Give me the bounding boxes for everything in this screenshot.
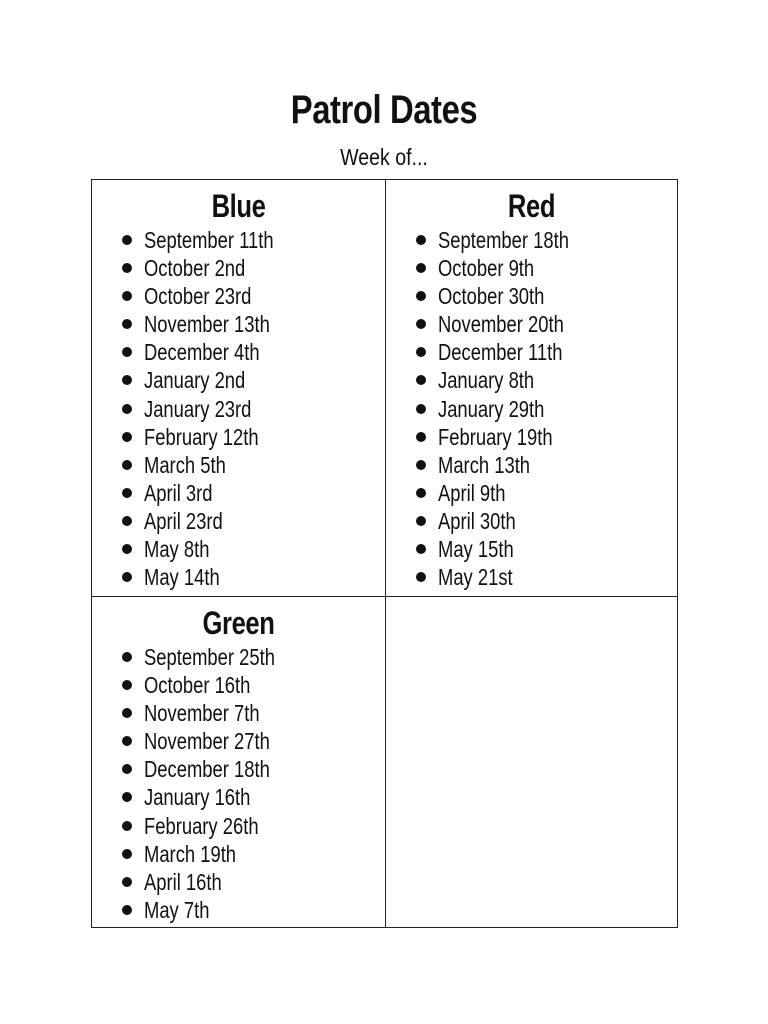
- list-item: [122, 395, 385, 423]
- date-label: October 16th: [144, 672, 251, 699]
- list-item: [122, 451, 385, 479]
- bullet-icon: [122, 764, 132, 774]
- bullet-icon: [122, 792, 132, 802]
- bullet-icon: [122, 905, 132, 915]
- date-label: December 4th: [144, 339, 260, 366]
- date-list-green: [92, 643, 385, 924]
- team-heading-red: Red: [507, 188, 556, 224]
- date-label: April 16th: [144, 868, 222, 895]
- list-item: [416, 310, 677, 338]
- bullet-icon: [416, 488, 426, 498]
- bullet-icon: [122, 544, 132, 554]
- list-item: [122, 671, 385, 699]
- list-item: [122, 366, 385, 394]
- date-label: October 23rd: [144, 283, 252, 310]
- bullet-icon: [122, 375, 132, 385]
- bullet-icon: [416, 291, 426, 301]
- bullet-icon: [122, 516, 132, 526]
- empty-cell: [386, 597, 677, 927]
- list-item: [122, 535, 385, 563]
- list-item: [416, 366, 677, 394]
- list-item: [416, 226, 677, 254]
- date-label: November 7th: [144, 700, 260, 727]
- date-label: November 20th: [438, 311, 564, 338]
- bullet-icon: [416, 572, 426, 582]
- list-item: [122, 783, 385, 811]
- date-label: January 8th: [438, 367, 535, 394]
- bullet-icon: [122, 736, 132, 746]
- bullet-icon: [122, 572, 132, 582]
- bullet-icon: [122, 432, 132, 442]
- bullet-icon: [122, 488, 132, 498]
- bullet-icon: [122, 877, 132, 887]
- list-item: [416, 535, 677, 563]
- bullet-icon: [416, 404, 426, 414]
- date-label: January 16th: [144, 784, 251, 811]
- bullet-icon: [122, 347, 132, 357]
- list-item: [122, 727, 385, 755]
- date-label: April 30th: [438, 507, 516, 534]
- bullet-icon: [122, 821, 132, 831]
- list-item: [122, 310, 385, 338]
- bullet-icon: [122, 652, 132, 662]
- date-label: November 27th: [144, 728, 270, 755]
- date-list-red: [386, 226, 677, 591]
- team-cell-green: [92, 597, 386, 927]
- date-label: December 18th: [144, 756, 270, 783]
- date-label: November 13th: [144, 311, 270, 338]
- date-label: May 21st: [438, 564, 513, 591]
- list-item: [416, 479, 677, 507]
- date-label: May 14th: [144, 564, 220, 591]
- list-item: [416, 254, 677, 282]
- date-label: April 3rd: [144, 479, 213, 506]
- bullet-icon: [122, 708, 132, 718]
- list-item: [416, 451, 677, 479]
- list-item: [122, 282, 385, 310]
- bullet-icon: [416, 544, 426, 554]
- date-label: February 26th: [144, 812, 259, 839]
- date-label: September 18th: [438, 227, 569, 253]
- date-label: January 23rd: [144, 395, 252, 422]
- date-label: January 2nd: [144, 367, 246, 394]
- bullet-icon: [416, 319, 426, 329]
- date-label: February 12th: [144, 423, 259, 450]
- date-label: October 30th: [438, 283, 545, 310]
- list-item: [122, 868, 385, 896]
- date-label: October 9th: [438, 255, 535, 282]
- team-cell-blue: [92, 180, 386, 597]
- bullet-icon: [122, 235, 132, 245]
- page-subtitle: Week of...: [340, 144, 428, 170]
- list-item: [122, 563, 385, 591]
- team-heading-green: Green: [202, 605, 275, 641]
- list-item: [416, 282, 677, 310]
- date-label: December 11th: [438, 339, 563, 366]
- list-item: [416, 395, 677, 423]
- date-label: September 11th: [144, 227, 274, 253]
- list-item: [122, 507, 385, 535]
- bullet-icon: [122, 680, 132, 690]
- bullet-icon: [416, 347, 426, 357]
- date-list-blue: [92, 226, 385, 591]
- list-item: [122, 254, 385, 282]
- date-label: March 13th: [438, 451, 531, 478]
- list-item: [122, 226, 385, 254]
- date-label: May 15th: [438, 536, 514, 563]
- date-label: September 25th: [144, 644, 275, 670]
- list-item: [416, 563, 677, 591]
- team-heading-blue: Blue: [211, 188, 266, 224]
- bullet-icon: [122, 404, 132, 414]
- bullet-icon: [122, 291, 132, 301]
- list-item: [416, 423, 677, 451]
- list-item: [122, 479, 385, 507]
- date-label: May 7th: [144, 896, 210, 923]
- list-item: [122, 643, 385, 671]
- bullet-icon: [416, 263, 426, 273]
- date-label: April 9th: [438, 479, 506, 506]
- bullet-icon: [122, 263, 132, 273]
- list-item: [122, 755, 385, 783]
- bullet-icon: [416, 432, 426, 442]
- date-label: March 5th: [144, 451, 226, 478]
- list-item: [122, 338, 385, 366]
- bullet-icon: [416, 460, 426, 470]
- bullet-icon: [416, 235, 426, 245]
- list-item: [122, 423, 385, 451]
- list-item: [122, 699, 385, 727]
- bullet-icon: [122, 319, 132, 329]
- list-item: [122, 812, 385, 840]
- patrol-table: [91, 179, 678, 928]
- list-item: [416, 507, 677, 535]
- bullet-icon: [416, 516, 426, 526]
- date-label: February 19th: [438, 423, 553, 450]
- date-label: April 23rd: [144, 507, 223, 534]
- page-title: Patrol Dates: [290, 88, 478, 132]
- date-label: March 19th: [144, 840, 237, 867]
- date-label: May 8th: [144, 536, 210, 563]
- bullet-icon: [122, 849, 132, 859]
- list-item: [122, 840, 385, 868]
- team-cell-red: [386, 180, 677, 597]
- date-label: January 29th: [438, 395, 545, 422]
- bullet-icon: [416, 375, 426, 385]
- bullet-icon: [122, 460, 132, 470]
- list-item: [416, 338, 677, 366]
- list-item: [122, 896, 385, 924]
- date-label: October 2nd: [144, 255, 246, 282]
